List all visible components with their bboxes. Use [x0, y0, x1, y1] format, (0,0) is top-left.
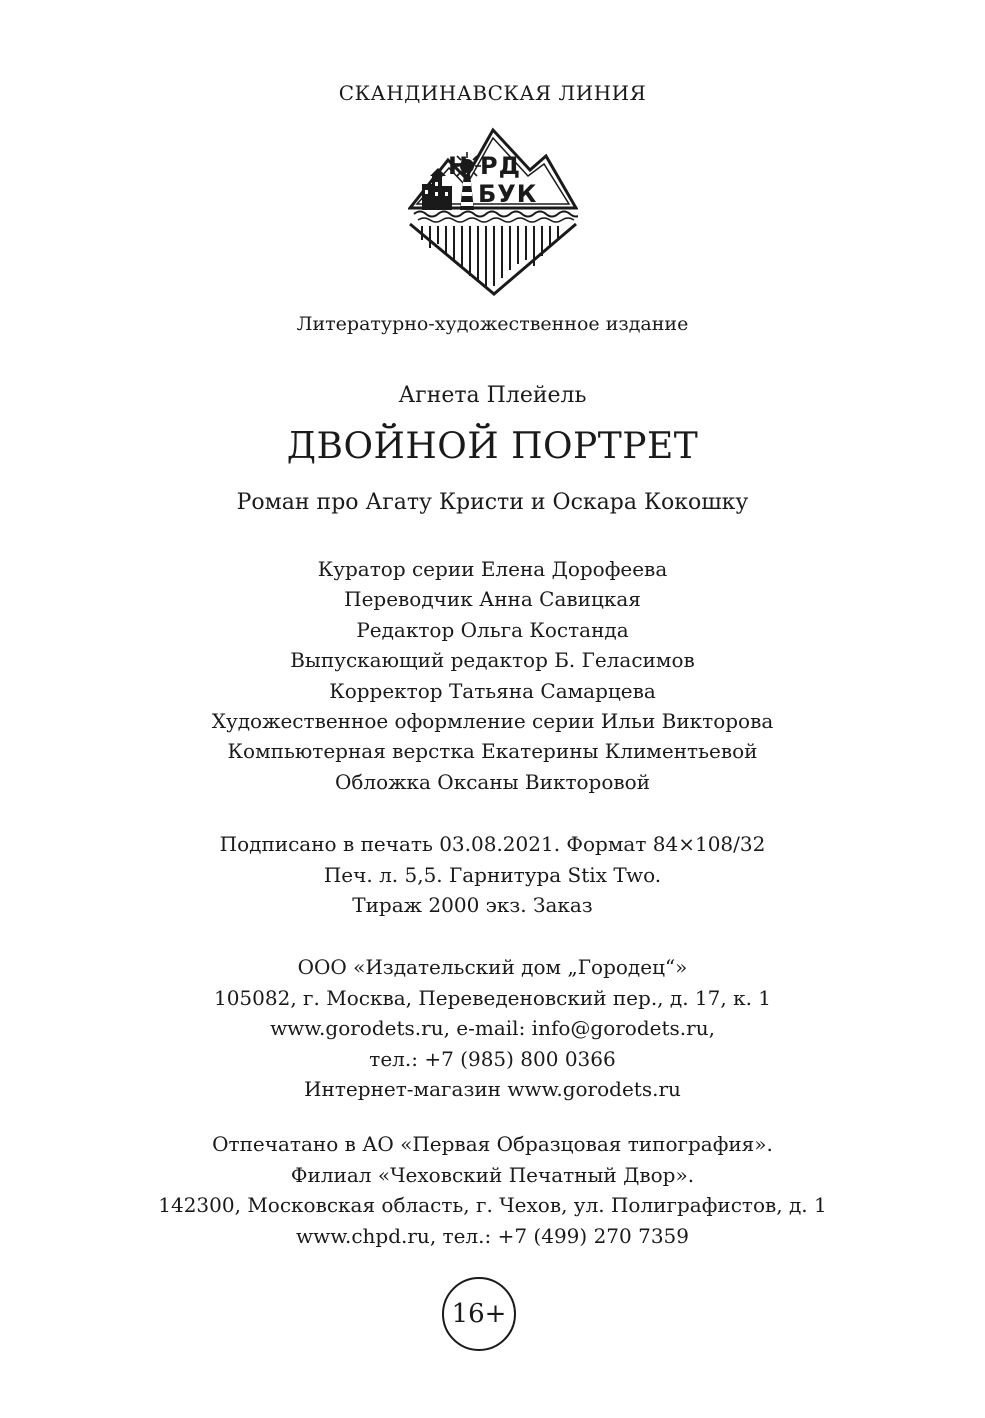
publisher-shop: Интернет-магазин www.gorodets.ru: [304, 1077, 681, 1101]
credit-series-design: Художественное оформление серии Ильи Викторова: [211, 709, 774, 734]
book-subtitle: Роман про Агату Кристи и Оскара Кокошку: [236, 490, 749, 515]
print-info-block: [0, 829, 985, 921]
print-sheets-font: Печ. л. 5,5. Гарнитура Stix Two.: [323, 862, 662, 887]
svg-text:РД: РД: [480, 152, 521, 180]
nordbook-logo-icon: [408, 126, 578, 298]
credit-translator: Переводчик Анна Савицкая: [344, 587, 641, 612]
publisher-name: ООО «Издательский дом „Городец“»: [297, 955, 688, 979]
printer-block: [0, 1129, 985, 1251]
publisher-phone: тел.: +7 (985) 800 0366: [369, 1046, 616, 1071]
credit-layout: Компьютерная верстка Екатерины Климентьевой: [227, 739, 758, 764]
printer-name: Отпечатано в АО «Первая Образцовая типография».: [212, 1132, 773, 1156]
credits-block: [0, 554, 985, 797]
print-run-order: Тираж 2000 экз. Заказ: [352, 893, 593, 917]
credit-cover: Обложка Оксаны Викторовой: [334, 769, 651, 794]
print-signed-format: Подписано в печать 03.08.2021. Формат 84×108/32: [219, 832, 766, 856]
printer-branch: Филиал «Чеховский Печатный Двор».: [290, 1162, 695, 1187]
author-name: Агнета Плейель: [398, 383, 587, 408]
series-name: СКАНДИНАВСКАЯ ЛИНИЯ: [338, 81, 647, 105]
publisher-address: 105082, г. Москва, Переведеновский пер., д. 17, к. 1: [213, 985, 772, 1010]
publisher-block: [0, 952, 985, 1105]
credit-curator: Куратор серии Елена Дорофеева: [317, 557, 668, 581]
svg-text:Н: Н: [448, 152, 470, 180]
age-rating-badge: 16+: [442, 1277, 516, 1351]
publisher-web-email: www.gorodets.ru, e-mail: info@gorodets.ru,: [270, 1016, 715, 1040]
edition-type: Литературно-художественное издание: [296, 313, 689, 335]
printer-address: 142300, Московская область, г. Чехов, ул. Полиграфистов, д. 1: [158, 1193, 827, 1217]
svg-text:БУК: БУК: [478, 180, 538, 208]
credit-proofreader: Корректор Татьяна Самарцева: [329, 678, 656, 703]
book-title: ДВОЙНОЙ ПОРТРЕТ: [286, 426, 699, 467]
printer-contacts: www.chpd.ru, тел.: +7 (499) 270 7359: [295, 1223, 689, 1248]
credit-editor: Редактор Ольга Костанда: [356, 617, 629, 642]
credit-managing-editor: Выпускающий редактор Б. Геласимов: [290, 648, 695, 673]
